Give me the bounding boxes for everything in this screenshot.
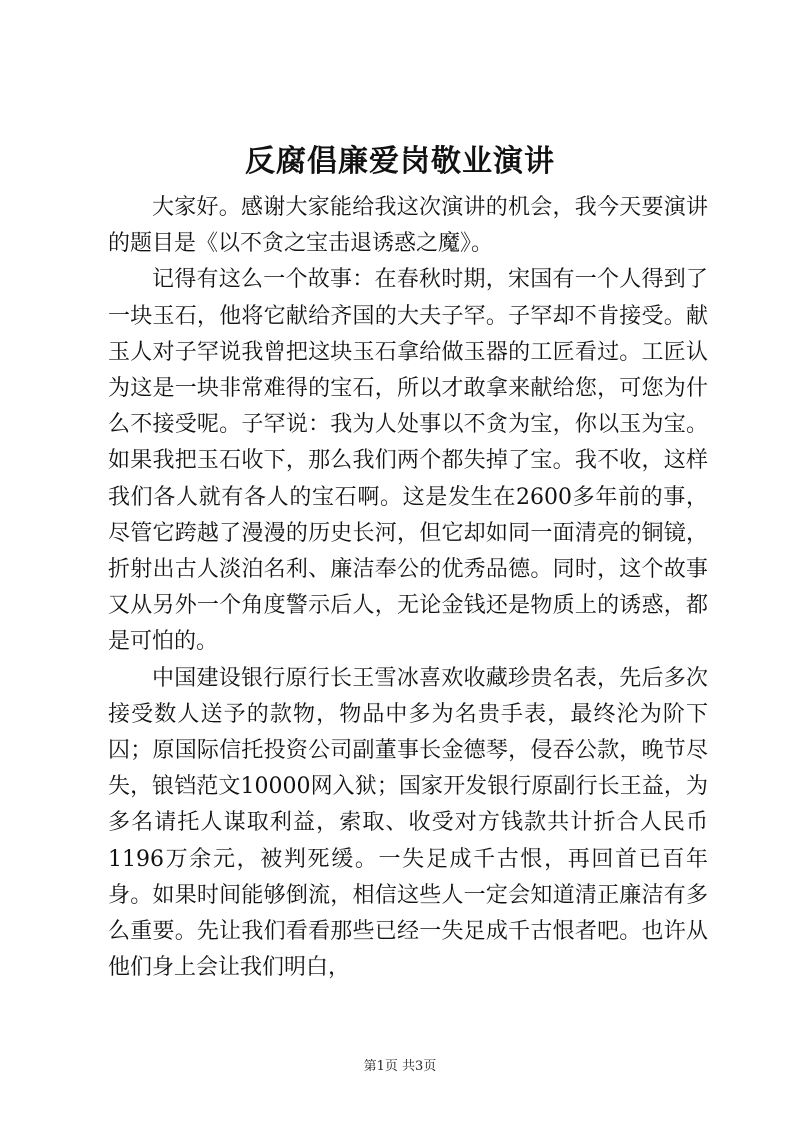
page-footer: 第1页 共3页 (363, 1059, 437, 1074)
document-title: 反腐倡廉爱岗敬业演讲 (245, 144, 555, 179)
document-body (108, 190, 708, 986)
paragraph-story: 记得有这么一个故事：在春秋时期，宋国有一个人得到了一块玉石，他将它献给齐国的大夫子罕。子罕却不肯接受。献玉人对子罕说我曾把这块玉石拿给做玉器的工匠看过。工匠认为这是一块非常难得的宝石，所以才敢拿来献给您，可您为什么不接受呢。子罕说：我为人处事以不贪为宝，你以玉为宝。如果我把玉石收下，那么我们两个都失掉了宝。我不收，这样我们各人就有各人的宝石啊。这是发生在2600多年前的事，尽管它跨越了漫漫的历史长河，但它却如同一面清亮的铜镜，折射出古人淡泊名利、廉洁奉公的优秀品德。同时，这个故事又从另外一个角度警示后人，无论金钱还是物质上的诱惑，都是可怕的。 (108, 267, 708, 655)
paragraph-examples: 中国建设银行原行长王雪冰喜欢收藏珍贵名表，先后多次接受数人送予的款物，物品中多为名贵手表，最终沦为阶下囚；原国际信托投资公司副董事长金德琴，侵吞公款，晚节尽失，锒铛范文10000网入狱；国家开发银行原副行长王益，为多名请托人谋取利益，索取、收受对方钱款共计折合人民币1196万余元，被判死缓。一失足成千古恨，再回首已百年身。如果时间能够倒流，相信这些人一定会知道清正廉洁有多么重要。先让我们看看那些已经一失足成千古恨者吧。也许从他们身上会让我们明白， (108, 665, 708, 981)
paragraph-greeting: 大家好。感谢大家能给我这次演讲的机会，我今天要演讲的题目是《以不贪之宝击退诱惑之魔》。 (108, 195, 708, 257)
